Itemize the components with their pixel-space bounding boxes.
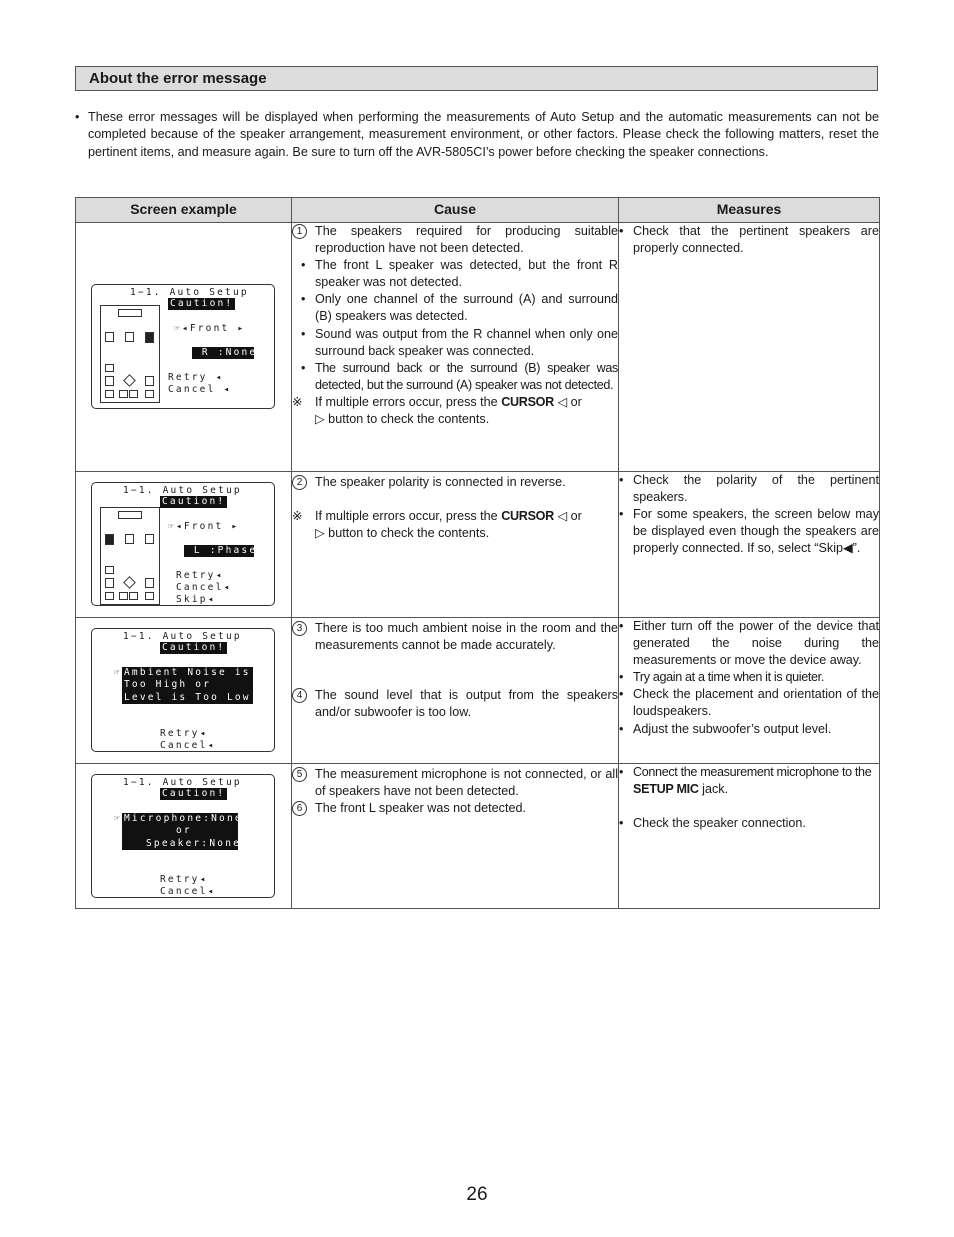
measure-text: Connect the measurement microphone to the	[633, 765, 872, 779]
bullet: •	[301, 360, 306, 375]
note-text: ◁ or	[553, 509, 582, 524]
measure-text: Check the speaker connection.	[633, 816, 806, 831]
cursor-label: CURSOR	[501, 509, 554, 524]
bullet: •	[619, 765, 624, 779]
header-cause: Cause	[292, 198, 619, 223]
screen-caution: Caution!	[170, 298, 234, 309]
bullet: •	[301, 326, 306, 341]
screen-nav: ☞◂Front ▸	[168, 521, 240, 532]
speaker-layout-icon	[100, 305, 160, 403]
surround-back-c-speaker-icon	[119, 592, 128, 600]
surround-l-speaker-icon	[105, 578, 114, 588]
table-header-row	[76, 198, 880, 223]
cause-item	[292, 223, 618, 257]
screen-cell	[76, 764, 292, 909]
screen-retry: Retry◂	[160, 728, 208, 739]
note-text: ◁ or	[553, 394, 582, 409]
front-r-speaker-icon	[145, 534, 154, 544]
surround-back-speaker-icon	[129, 592, 138, 600]
surround-back-l-speaker-icon	[105, 390, 114, 398]
measure-text: For some speakers, the screen below may be displayed even though the speakers are properly connected. If so, select “Skip◀”.	[633, 507, 879, 556]
subwoofer-icon	[118, 309, 142, 317]
screen-cell	[76, 618, 292, 764]
cause-item	[292, 474, 618, 491]
listening-position-icon	[123, 374, 136, 387]
table-row	[76, 472, 880, 618]
surround-r-speaker-icon	[145, 376, 154, 386]
cause-text: There is too much ambient noise in the room and the measurements cannot be made accurately.	[315, 621, 618, 653]
measure-item	[619, 764, 879, 798]
cause-text: The speaker polarity is connected in reverse.	[315, 475, 566, 489]
screen-cell	[76, 223, 292, 472]
screen-cancel: Cancel◂	[160, 740, 216, 751]
screen-title: 1−1. Auto Setup	[130, 287, 249, 298]
screen-caution: Caution!	[162, 642, 226, 653]
screen-caution: Caution!	[162, 788, 226, 799]
screen-title: 1−1. Auto Setup	[123, 631, 242, 642]
circled-number: 5	[292, 767, 307, 782]
note-text: ▷ button to check the contents.	[315, 526, 490, 541]
header-screen-example: Screen example	[76, 198, 292, 223]
measure-item	[619, 721, 879, 738]
cause-note	[292, 394, 618, 428]
measures-cell	[619, 764, 880, 909]
measure-item	[619, 472, 879, 506]
measure-text: Try again at a time when it is quieter.	[633, 670, 824, 685]
table-row	[76, 223, 880, 472]
note-text: ▷ button to check the contents.	[315, 412, 490, 427]
screen-title: 1−1. Auto Setup	[123, 485, 242, 496]
error-line: Ambient Noise is	[124, 667, 251, 678]
screen-example-4	[91, 774, 275, 898]
intro-bullet: •	[75, 110, 80, 124]
screen-cell	[76, 472, 292, 618]
screen-caution: Caution!	[162, 496, 226, 507]
surround-back-r-speaker-icon	[145, 592, 154, 600]
screen-pointer: ☞	[114, 667, 122, 678]
bullet: •	[619, 224, 624, 238]
center-speaker-icon	[125, 534, 134, 544]
cause-item	[292, 620, 618, 654]
error-line: Speaker:None	[146, 837, 242, 849]
cause-item	[292, 800, 618, 817]
measure-text: Adjust the subwoofer’s output level.	[633, 721, 832, 736]
measures-cell	[619, 618, 880, 764]
screen-retry: Retry ◂	[168, 372, 224, 383]
error-line: or	[176, 825, 192, 837]
screen-error-message	[122, 813, 243, 850]
cause-note	[292, 508, 618, 542]
cause-sub-item	[292, 257, 618, 291]
speaker-layout-icon	[100, 507, 160, 605]
measures-cell	[619, 472, 880, 618]
bullet: •	[619, 816, 624, 831]
mic-icon	[105, 364, 114, 372]
front-l-speaker-icon	[105, 332, 114, 342]
center-speaker-icon	[125, 332, 134, 342]
bullet: •	[619, 507, 624, 522]
cause-item	[292, 766, 618, 800]
error-line: Microphone:None	[124, 813, 243, 824]
measure-item	[619, 815, 879, 832]
surround-back-speaker-icon	[129, 390, 138, 398]
bullet: •	[619, 687, 624, 702]
table-row	[76, 618, 880, 764]
cause-sub-text: Sound was output from the R channel when only one surround back speaker was connected.	[315, 326, 618, 358]
surround-r-speaker-icon	[145, 578, 154, 588]
measure-text: jack.	[698, 782, 729, 797]
error-line: Level is Too Low	[124, 691, 251, 703]
surround-back-l-speaker-icon	[105, 592, 114, 600]
measure-item	[619, 223, 879, 257]
measure-text: Either turn off the power of the device that generated the noise during the measurements or move the device away.	[633, 619, 879, 668]
screen-example-1	[91, 284, 275, 409]
screen-pointer: ☞	[114, 813, 122, 824]
measure-text: Check the placement and orientation of the loudspeakers.	[633, 687, 879, 719]
cause-sub-item	[292, 360, 618, 394]
screen-cancel: Cancel ◂	[168, 384, 232, 395]
mic-icon	[105, 566, 114, 574]
note-mark: ※	[292, 509, 303, 524]
circled-number: 2	[292, 475, 307, 490]
measure-item	[619, 669, 879, 686]
error-line: Too High or	[124, 679, 212, 691]
cause-sub-text: The front L speaker was detected, but the front R speaker was not detected.	[315, 258, 618, 290]
page-number: 26	[466, 1184, 488, 1205]
cause-sub-text: The surround back or the surround (B) speaker was detected, but the surround (A) speaker was not detected.	[315, 360, 618, 392]
bullet: •	[301, 258, 306, 273]
measure-item	[619, 686, 879, 720]
front-l-speaker-icon	[105, 534, 114, 545]
screen-skip: Skip◂	[176, 594, 216, 605]
cause-text: The sound level that is output from the speakers and/or subwoofer is too low.	[315, 688, 618, 720]
cause-cell	[292, 764, 619, 909]
cause-item	[292, 687, 618, 721]
cause-cell	[292, 472, 619, 618]
cause-text: The speakers required for producing suitable reproduction have not been detected.	[315, 224, 618, 256]
cause-sub-item	[292, 326, 618, 360]
surround-l-speaker-icon	[105, 376, 114, 386]
cause-sub-text: Only one channel of the surround (A) and surround (B) speakers was detected.	[315, 292, 618, 324]
intro-text: These error messages will be displayed when performing the measurements of Auto Setup and the automatic measurements can not be completed because of the speaker arrangement, measurement environment, or other factors. Please check the following matters, reset the pertinent items, and measure again. Be sure to turn off the AVR-5805CI’s power before checking the speaker connections.	[88, 110, 879, 159]
surround-back-r-speaker-icon	[145, 390, 154, 398]
setup-mic-label: SETUP MIC	[633, 782, 699, 797]
cause-text: The measurement microphone is not connected, or all of speakers have not been detected.	[315, 767, 618, 799]
subwoofer-icon	[118, 511, 142, 519]
cause-cell	[292, 618, 619, 764]
circled-number: 6	[292, 801, 307, 816]
circled-number: 3	[292, 621, 307, 636]
screen-nav: ☞◂Front ▸	[174, 323, 246, 334]
screen-retry: Retry◂	[176, 570, 224, 581]
measure-item	[619, 618, 879, 669]
bullet: •	[619, 721, 624, 736]
note-mark: ※	[292, 394, 303, 409]
screen-cancel: Cancel◂	[176, 582, 232, 593]
screen-status: R :None	[194, 347, 258, 358]
listening-position-icon	[123, 576, 136, 589]
circled-number: 1	[292, 224, 307, 239]
front-r-speaker-icon	[145, 332, 154, 343]
note-text: If multiple errors occur, press the	[315, 509, 502, 524]
measure-text: Check that the pertinent speakers are properly connected.	[633, 224, 879, 256]
intro-paragraph	[75, 109, 879, 161]
section-title: About the error message	[75, 66, 878, 91]
bullet: •	[619, 473, 624, 487]
measure-text: Check the polarity of the pertinent speakers.	[633, 473, 879, 505]
error-message-table	[75, 197, 880, 909]
screen-example-3	[91, 628, 275, 752]
bullet: •	[619, 670, 624, 685]
cause-cell	[292, 223, 619, 472]
note-text: If multiple errors occur, press the	[315, 394, 502, 409]
screen-example-2	[91, 482, 275, 606]
measures-cell	[619, 223, 880, 472]
table-row	[76, 764, 880, 909]
bullet: •	[301, 292, 306, 307]
screen-error-message	[122, 667, 253, 704]
bullet: •	[619, 619, 624, 633]
cursor-label: CURSOR	[501, 394, 554, 409]
surround-back-c-speaker-icon	[119, 390, 128, 398]
screen-retry: Retry◂	[160, 874, 208, 885]
screen-cancel: Cancel◂	[160, 886, 216, 897]
screen-title: 1−1. Auto Setup	[123, 777, 242, 788]
measure-item	[619, 506, 879, 557]
screen-status: L :Phase	[186, 545, 258, 556]
cause-text: The front L speaker was not detected.	[315, 801, 526, 816]
circled-number: 4	[292, 688, 307, 703]
cause-sub-item	[292, 291, 618, 325]
header-measures: Measures	[619, 198, 880, 223]
